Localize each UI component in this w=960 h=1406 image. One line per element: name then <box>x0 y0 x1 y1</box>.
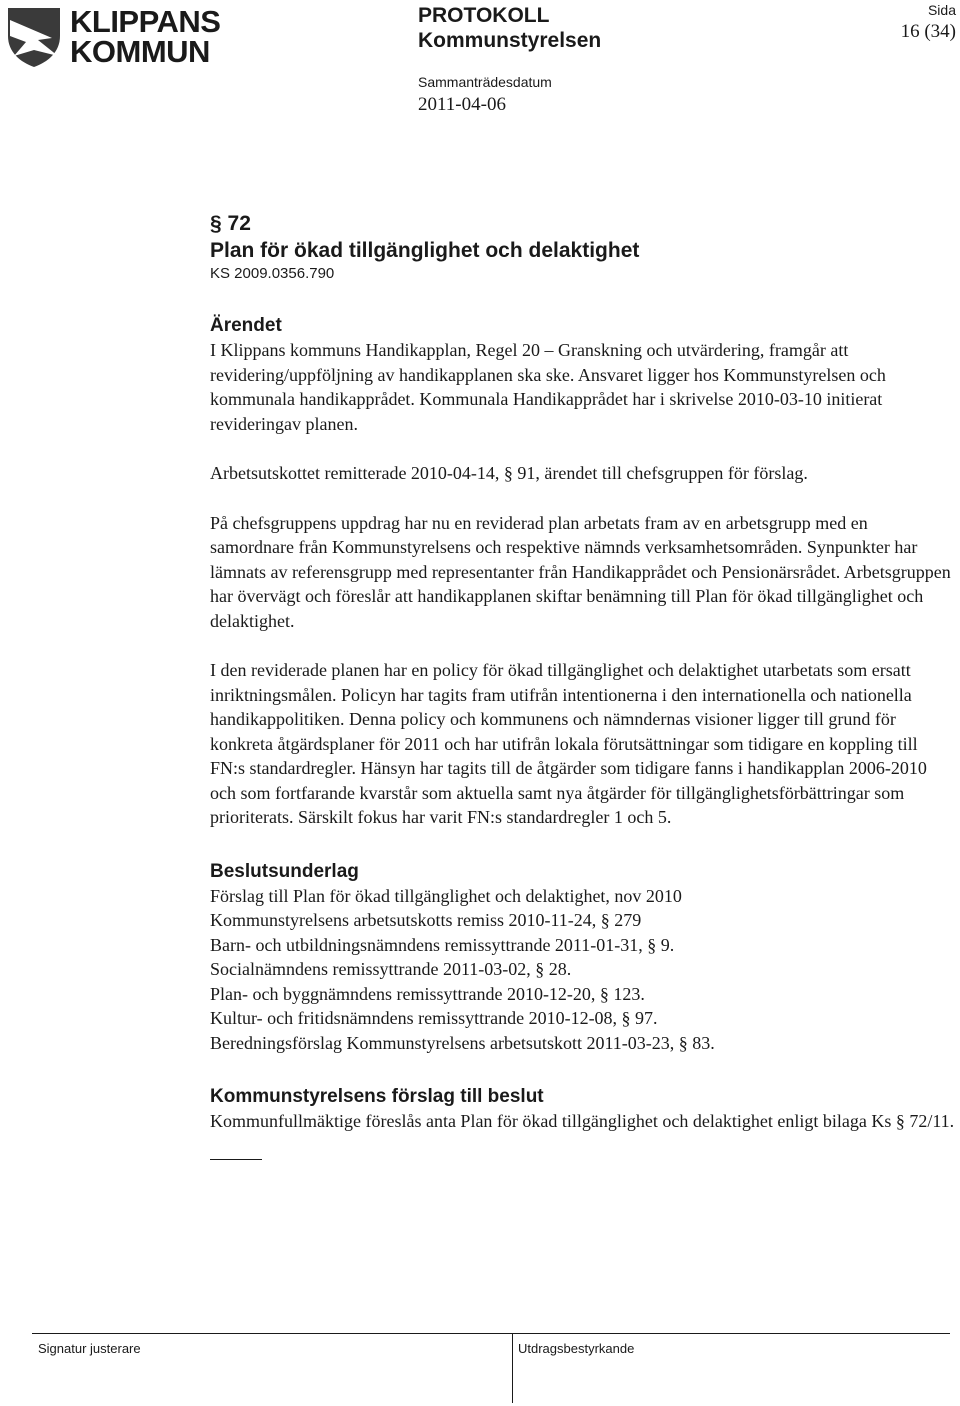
logo-text-line1: KLIPPANS <box>70 4 221 39</box>
paragraph-number: § 72 <box>210 212 251 235</box>
meeting-date: 2011-04-06 <box>418 94 506 115</box>
page-number: 16 (34) <box>900 21 956 42</box>
list-item: Förslag till Plan för ökad tillgänglighet och delaktighet, nov 2010 <box>210 885 682 906</box>
organization-name: Kommunstyrelsen <box>418 29 602 52</box>
document-type: PROTOKOLL <box>418 4 550 27</box>
arendet-paragraph-2: Arbetsutskottet remitterade 2010-04-14, § 91, ärendet till chefsgruppen för förslag. <box>210 463 808 483</box>
section-title: Plan för ökad tillgänglighet och delaktighet <box>210 239 640 262</box>
arendet-paragraph-4: I den reviderade planen har en policy för ökad tillgänglighet och delaktighet utarbetats som ersatt inriktningsmålen. Policyn har tagits fram utifrån intentionerna i den internationella och nationella handikappolitiken. Denna policy och kommunens och nämndernas visioner ligger till grund för konkreta åtgärdsplaner för 2011 och har utifrån lokala förutsättningar som tidigare en koppling till FN:s standardregler. Hänsyn har tagits till de åtgärder som tidigare fanns i handikapplan 2006-2010 och som fortfarande kvarstår som aktuella samt nya åtgärder för tillgänglighetsförbättringar som prioriterats. Särskilt fokus har varit FN:s standardregler 1 och 5. <box>210 660 927 827</box>
page-label: Sida <box>927 2 956 18</box>
list-item: Barn- och utbildningsnämndens remissyttrande 2011-01-31, § 9. <box>210 934 675 955</box>
footer-divider <box>512 1333 513 1403</box>
beslutsunderlag-list <box>210 884 955 1056</box>
beslutsunderlag-heading: Beslutsunderlag <box>210 860 359 882</box>
list-item: Plan- och byggnämndens remissyttrande 2010-12-20, § 123. <box>210 983 645 1004</box>
arendet-paragraph-3: På chefsgruppens uppdrag har nu en reviderad plan arbetats fram av en arbetsgrupp med en samordnare från Kommunstyrelsens och respektive nämnds verksamhetsområden. Synpunkter har lämnats av referensgrupp med representanter från Handikapprådet och Pensionärsrådet. Arbetsgruppen har övervägt och föreslår att handikapplanen skiftar benämning till Plan för ökad tillgänglighet och delaktighet. <box>210 512 951 631</box>
list-item: Kultur- och fritidsnämndens remissyttrande 2010-12-08, § 97. <box>210 1008 658 1028</box>
list-item: Socialnämndens remissyttrande 2011-03-02, § 28. <box>210 959 572 979</box>
forslag-heading: Kommunstyrelsens förslag till beslut <box>210 1086 544 1107</box>
certification-field-label: Utdragsbestyrkande <box>518 1341 635 1356</box>
coat-of-arms-icon <box>4 6 64 68</box>
end-rule <box>210 1159 262 1160</box>
list-item: Kommunstyrelsens arbetsutskotts remiss 2010-11-24, § 279 <box>210 910 642 930</box>
case-number: KS 2009.0356.790 <box>210 265 335 282</box>
arendet-paragraph-1: I Klippans kommuns Handikapplan, Regel 20 – Granskning och utvärdering, framgår att revidering/uppföljning av handikapplanen ska ske. Ansvaret ligger hos Kommunstyrelsen och kommunala handikapprådet. Kommunala Handikapprådet har i skrivelse 2010-03-10 initierat revideringav planen. <box>210 340 886 434</box>
list-item: Beredningsförslag Kommunstyrelsens arbetsutskott 2011-03-23, § 83. <box>210 1032 715 1053</box>
klippans-kommun-logo <box>4 2 221 70</box>
signature-field-label: Signatur justerare <box>38 1341 141 1356</box>
logo-text-line2: KOMMUN <box>70 34 210 69</box>
meeting-date-label: Sammanträdesdatum <box>418 74 552 90</box>
forslag-text: Kommunfullmäktige föreslås anta Plan för ökad tillgänglighet och delaktighet enligt bilaga Ks § 72/11. <box>210 1111 955 1131</box>
arendet-heading: Ärendet <box>210 315 282 336</box>
protocol-section <box>210 210 955 1160</box>
footer-rule <box>32 1333 950 1334</box>
